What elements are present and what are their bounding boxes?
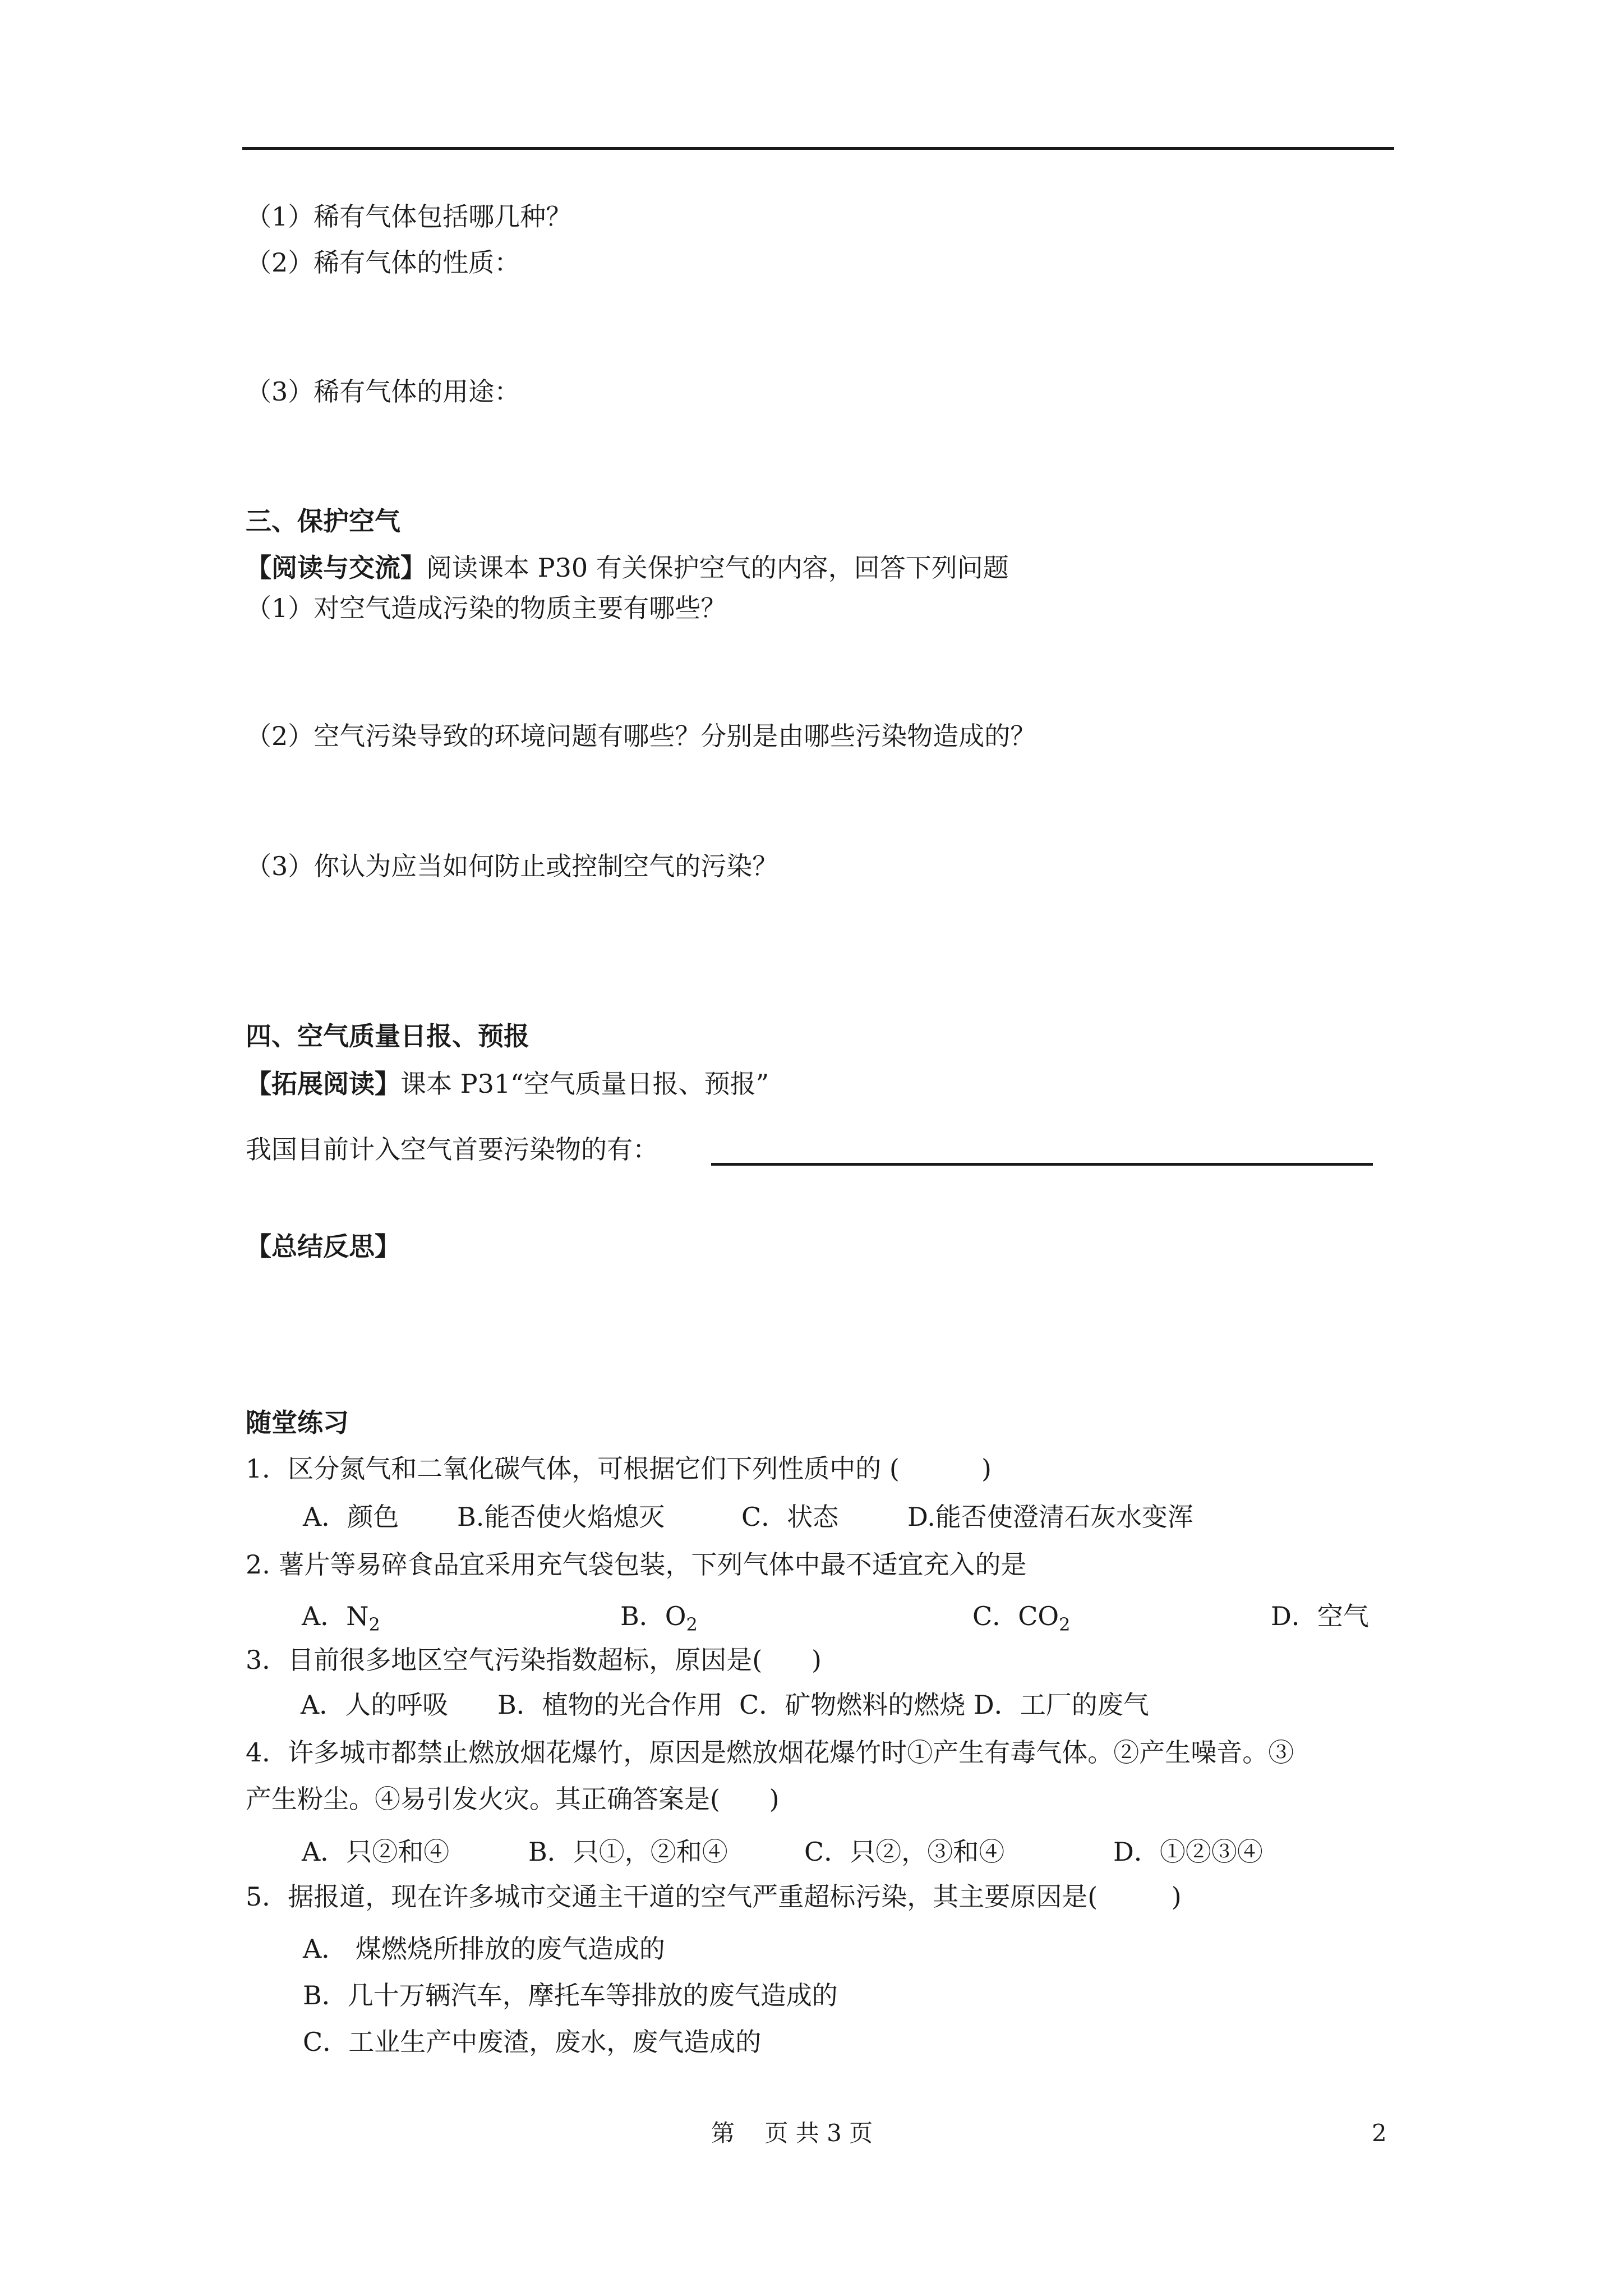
reading-tag: 【阅读与交流】	[246, 553, 426, 583]
practice-q2-option-a: A．$N_2$	[302, 1601, 380, 1635]
pollution-q3: （3）你认为应当如何防止或控制空气的污染？	[246, 851, 778, 881]
footer-page-number: 2	[1372, 2119, 1387, 2147]
practice-q2-stem: 2. 薯片等易碎食品宜采用充气袋包装，下列气体中最不适宜充入的是	[246, 1549, 1027, 1580]
reading-text: 阅读课本 P30 有关保护空气的内容，回答下列问题	[426, 553, 1009, 583]
practice-q5-stem: 5．据报道，现在许多城市交通主干道的空气严重超标污染，其主要原因是( )	[246, 1881, 1182, 1912]
practice-q2-option-c: C．$CO_2$	[972, 1601, 1071, 1635]
section4-heading: 四、空气质量日报、预报	[246, 1021, 529, 1051]
practice-q4-option-b: B．只①，②和④	[528, 1837, 728, 1867]
rare-gas-q1: （1）稀有气体包括哪几种？	[246, 201, 572, 232]
pollution-q2: （2）空气污染导致的环境问题有哪些？分别是由哪些污染物造成的？	[246, 721, 1036, 751]
practice-q3-stem: 3．目前很多地区空气污染指数超标，原因是( )	[246, 1645, 822, 1675]
practice-q5-option-b: B．几十万辆汽车，摩托车等排放的废气造成的	[303, 1980, 838, 2010]
practice-q2-option-d: D．空气	[1271, 1601, 1369, 1631]
section3-heading: 三、保护空气	[246, 506, 400, 536]
practice-q1-option-b: B.能否使火焰熄灭	[457, 1502, 665, 1532]
footer-pager: 第 页 共 3 页	[711, 2119, 873, 2147]
pollution-q1: （1）对空气造成污染的物质主要有哪些？	[246, 593, 727, 623]
practice-q2-option-b: B．$O_2$	[620, 1601, 698, 1635]
practice-q4-option-a: A．只②和④	[302, 1837, 450, 1867]
practice-q4-option-c: C．只②，③和④	[804, 1837, 1005, 1867]
pollutant-answer-blank	[711, 1163, 1373, 1166]
practice-q1-option-c: C．状态	[741, 1502, 839, 1532]
pollutant-fill-prompt: 我国目前计入空气首要污染物的有：	[246, 1134, 658, 1165]
practice-q1-stem: 1．区分氮气和二氧化碳气体，可根据它们下列性质中的 ( )	[246, 1453, 992, 1484]
summary-heading: 【总结反思】	[246, 1231, 400, 1262]
extended-reading-tag: 【拓展阅读】	[246, 1069, 400, 1099]
rare-gas-q3: （3）稀有气体的用途：	[246, 376, 520, 407]
practice-q1-option-a: A．颜色	[303, 1502, 399, 1532]
extended-reading-text: 课本 P31“空气质量日报、预报”	[400, 1069, 769, 1099]
section4-reading	[246, 1068, 769, 1100]
practice-q1-option-d: D.能否使澄清石灰水变浑	[907, 1502, 1193, 1532]
practice-q4-option-d: D．①②③④	[1113, 1837, 1263, 1867]
header-rule	[242, 147, 1394, 150]
practice-q5-option-a: A． 煤燃烧所排放的废气造成的	[303, 1934, 665, 1964]
practice-q4-stem-line1: 4．许多城市都禁止燃放烟花爆竹，原因是燃放烟花爆竹时①产生有毒气体。②产生噪音。③	[246, 1737, 1294, 1768]
practice-q4-stem-line2: 产生粉尘。④易引发火灾。其正确答案是( )	[246, 1784, 780, 1814]
rare-gas-q2: （2）稀有气体的性质：	[246, 247, 520, 278]
practice-q3-options: A．人的呼吸 B．植物的光合作用 C．矿物燃料的燃烧 D．工厂的废气	[301, 1690, 1149, 1720]
practice-heading: 随堂练习	[246, 1407, 349, 1438]
practice-q5-option-c: C．工业生产中废渣，废水，废气造成的	[303, 2027, 762, 2057]
section3-reading	[246, 551, 1009, 584]
